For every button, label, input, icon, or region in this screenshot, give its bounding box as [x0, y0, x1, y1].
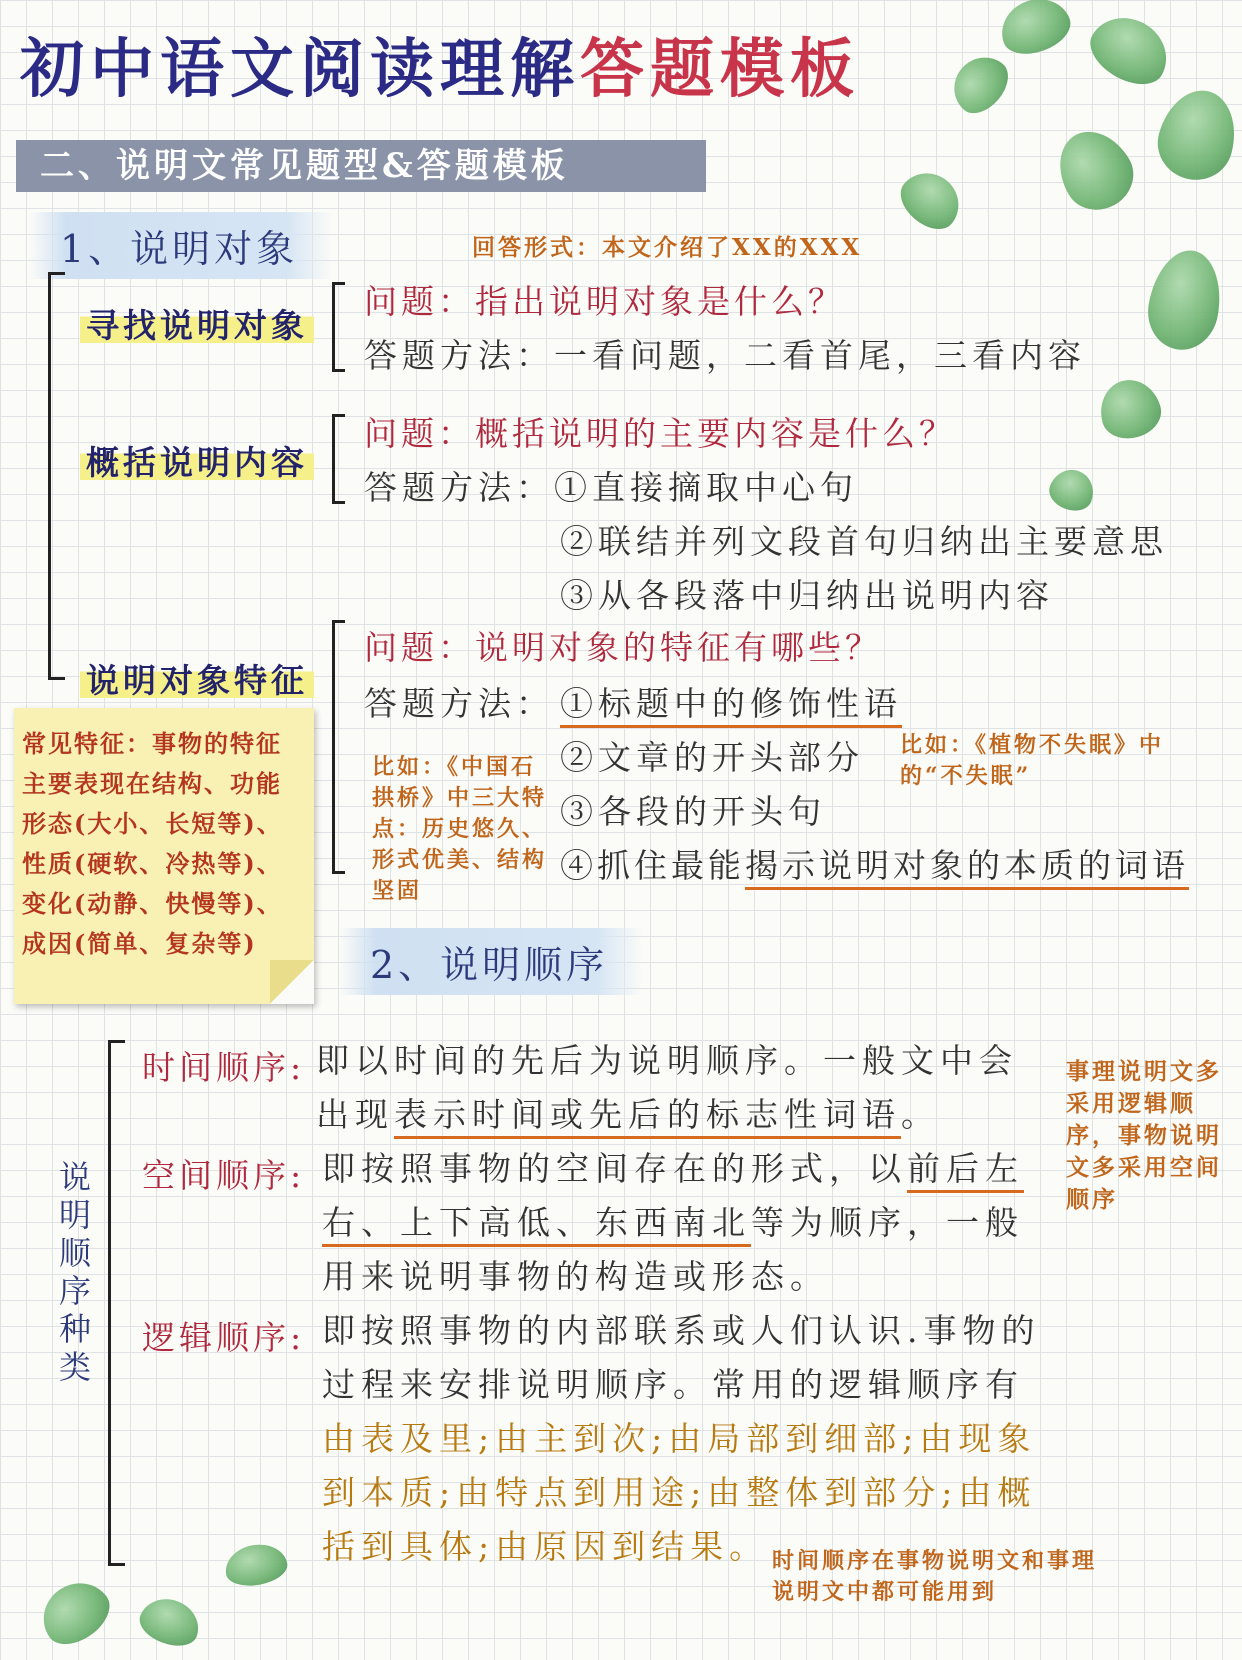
example-plants: 比如：《植物不失眠》中的“不失眠” — [900, 732, 1165, 789]
method-summarize-1: 答题方法：①直接摘取中心句 — [364, 468, 858, 507]
method-features-4 — [560, 840, 1189, 887]
logic-order-line1: 即按照事物的内部联系或人们认识.事物的 — [322, 1311, 1041, 1350]
sticky-note-fold — [270, 960, 314, 1004]
space-order-line2 — [322, 1196, 1062, 1250]
space-order-line2-under: 右、上下高低、东西南北 — [322, 1203, 751, 1247]
method-summarize-2: ②联结并列文段首句归纳出主要意思 — [560, 522, 1168, 561]
sticky-note — [14, 708, 314, 1004]
method-features-prefix: 答题方法： — [364, 684, 554, 723]
question-find: 问题：指出说明对象是什么？ — [364, 282, 845, 321]
note-order-usage: 事理说明文多采用逻辑顺序，事物说明文多采用空间顺序 — [1066, 1058, 1222, 1213]
time-order-line1: 即以时间的先后为说明顺序。一般文中会 — [316, 1041, 1018, 1080]
time-order-line2-under: 表示时间或先后的标志性词语 — [394, 1095, 901, 1139]
logic-order-line2: 过程来安排说明顺序。常用的逻辑顺序有 — [322, 1365, 1024, 1404]
logic-order-line5: 括到具体;由原因到结果。 — [322, 1527, 769, 1566]
bracket-summarize — [332, 414, 345, 504]
bracket-find — [332, 282, 345, 372]
example-stone-bridge: 比如：《中国石拱桥》中三大特点：历史悠久、形式优美、结构坚固 — [372, 754, 548, 904]
question-features: 问题：说明对象的特征有哪些？ — [364, 628, 882, 667]
label-time-order: 时间顺序: — [142, 1048, 306, 1087]
sticky-note-text: 常见特征：事物的特征主要表现在结构、功能形态(大小、长短等)、性质(硬软、冷热等)、变化(动静、快慢等)、成因(简单、复杂等) — [22, 729, 283, 958]
method-find: 答题方法：一看问题，二看首尾，三看内容 — [364, 336, 1086, 375]
order-types-label: 说明顺序种类 — [54, 1160, 92, 1388]
space-order-line1-under: 前后左 — [907, 1149, 1024, 1193]
method-summarize-3: ③从各段落中归纳出说明内容 — [560, 576, 1054, 615]
time-order-body — [316, 1034, 1056, 1142]
title-part2: 答题模板 — [580, 32, 860, 107]
section1-heading: 1、说明对象 — [30, 212, 332, 279]
method-features-4-prefix: ④抓住最能 — [560, 846, 745, 885]
section2-heading: 2、说明顺序 — [340, 928, 642, 995]
page-title — [20, 18, 860, 110]
time-order-line2 — [316, 1088, 1056, 1142]
note-time-order: 时间顺序在事物说明文和事理说明文中都可能用到 — [772, 1548, 1098, 1605]
space-order-body — [322, 1142, 1062, 1304]
time-order-line2-suffix: 。 — [901, 1095, 940, 1134]
method-features-1 — [560, 678, 902, 725]
section2-bracket — [108, 1040, 125, 1566]
method-features-4-under: 揭示说明对象的本质的词语 — [745, 846, 1189, 890]
space-order-line1 — [322, 1142, 1062, 1196]
time-order-line2-prefix: 出现 — [316, 1095, 394, 1134]
space-order-line3: 用来说明事物的构造或形态。 — [322, 1257, 829, 1296]
space-order-line1-prefix: 即按照事物的空间存在的形式，以 — [322, 1149, 907, 1188]
answer-form-note: 回答形式：本文介绍了XX的XXX — [472, 234, 863, 261]
logic-order-line3: 由表及里;由主到次;由局部到细部;由现象 — [322, 1419, 1037, 1458]
label-summarize: 概括说明内容 — [80, 437, 314, 484]
label-logic-order: 逻辑顺序: — [142, 1318, 306, 1357]
label-features: 说明对象特征 — [80, 655, 314, 702]
method-features-3: ③各段的开头句 — [560, 792, 826, 831]
section-banner: 二、说明文常见题型&答题模板 — [16, 140, 706, 192]
section1-bracket — [48, 272, 65, 680]
title-part1: 初中语文阅读理解 — [20, 32, 580, 107]
space-order-line2-suffix: 等为顺序，一般 — [751, 1203, 1024, 1242]
method-features-1-text: ①标题中的修饰性语 — [560, 684, 902, 728]
label-space-order: 空间顺序: — [142, 1156, 306, 1195]
question-summarize: 问题：概括说明的主要内容是什么？ — [364, 414, 956, 453]
bracket-features — [332, 620, 345, 874]
label-find-object: 寻找说明对象 — [80, 300, 314, 347]
logic-order-body — [322, 1304, 1062, 1574]
logic-order-line4: 到本质;由特点到用途;由整体到部分;由概 — [322, 1473, 1037, 1512]
method-features-2: ②文章的开头部分 — [560, 738, 864, 777]
